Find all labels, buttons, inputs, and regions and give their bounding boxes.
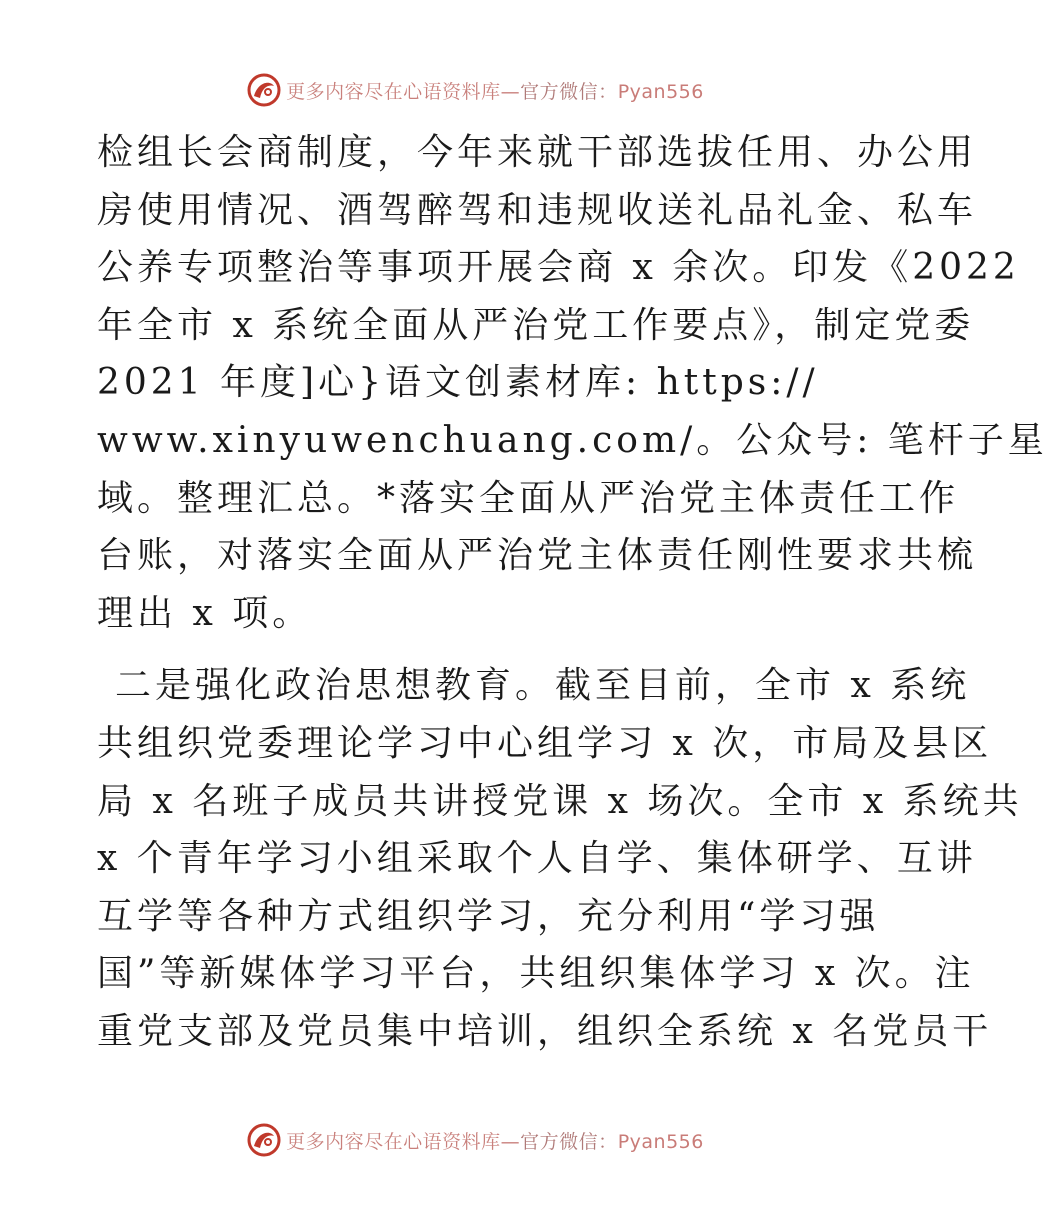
footer-banner-wechat-label: 官方微信：: [520, 1130, 618, 1153]
footer-banner-text: [286, 1127, 704, 1154]
text-line: www.xinyuwenchuang.com/。公众号: 笔杆子星: [97, 419, 1048, 461]
footer-banner: [0, 1120, 950, 1160]
text-line: 互学等各种方式组织学习，充分利用“学习强: [97, 895, 880, 937]
text-line: 年全市 x 系统全面从严治党工作要点》，制定党委: [97, 304, 975, 346]
text-line: 共组织党委理论学习中心组学习 x 次，市局及县区: [97, 722, 993, 764]
header-banner-account: Pyan556: [617, 80, 704, 103]
logo-icon: [246, 1122, 282, 1158]
header-banner-slogan: 更多内容尽在心语资料库: [286, 80, 501, 103]
text-line: 域。整理汇总。*落实全面从严治党主体责任工作: [97, 477, 960, 519]
text-line: 房使用情况、酒驾醉驾和违规收送礼品礼金、私车: [97, 189, 978, 231]
text-line: 台账，对落实全面从严治党主体责任刚性要求共梳: [97, 535, 978, 577]
text-line: 局 x 名班子成员共讲授党课 x 场次。全市 x 系统共: [97, 780, 1023, 822]
footer-banner-account: Pyan556: [617, 1130, 704, 1153]
footer-banner-slogan: 更多内容尽在心语资料库: [286, 1130, 501, 1153]
footer-banner-dash: —: [500, 1130, 521, 1153]
text-line: 二是强化政治思想教育。截至目前，全市 x 系统: [115, 665, 971, 707]
text-line: 检组长会商制度，今年来就干部选拔任用、办公用: [97, 132, 978, 173]
paragraph-1: [97, 124, 1048, 642]
text-line: 公养专项整治等事项开展会商 x 余次。印发《2022: [97, 247, 1020, 289]
text-line: 2021 年度]心}语文创素材库: https://: [97, 362, 819, 404]
text-line: 重党支部及党员集中培训，组织全系统 x 名党员干: [97, 1010, 993, 1052]
paragraph-2: [97, 657, 1023, 1060]
logo-icon: [246, 72, 282, 108]
document-body: [97, 124, 1048, 1061]
header-banner-dash: —: [500, 80, 521, 103]
header-banner-wechat-label: 官方微信：: [520, 80, 618, 103]
header-banner: [0, 70, 950, 110]
text-line: 理出 x 项。: [97, 592, 313, 634]
text-line: 国”等新媒体学习平台，共组织集体学习 x 次。注: [97, 953, 975, 995]
text-line: x 个青年学习小组采取个人自学、集体研学、互讲: [97, 838, 977, 880]
header-banner-text: [286, 77, 704, 104]
paragraph-spacer: [97, 642, 857, 657]
